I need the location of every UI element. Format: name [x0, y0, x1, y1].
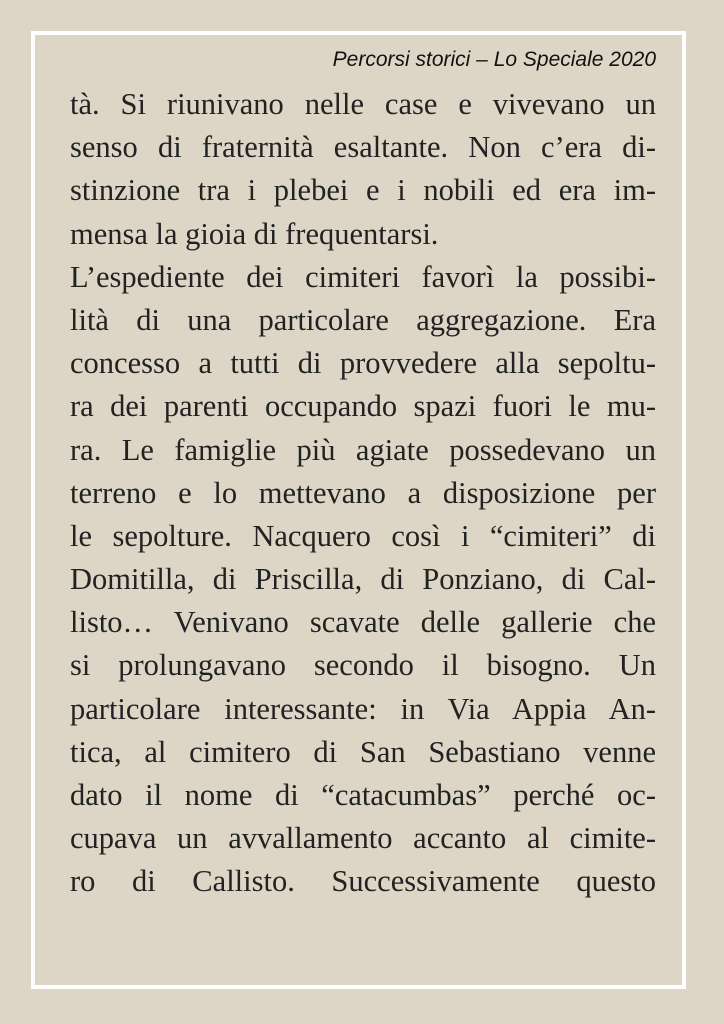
- text-line: ra dei parenti occupando spazi fuori le mu-: [70, 389, 656, 424]
- text-line: particolare interessante: in Via Appia An-: [70, 691, 656, 726]
- text-line: terreno e lo mettevano a disposizione per: [70, 475, 656, 510]
- text-line: listo… Venivano scavate delle gallerie che: [70, 605, 656, 640]
- text-line: tica, al cimitero di San Sebastiano venne: [70, 734, 656, 769]
- text-line: dato il nome di “catacumbas” perché oc-: [70, 778, 656, 812]
- text-line: lità di una particolare aggregazione. Era: [70, 302, 656, 337]
- text-line: L’espediente dei cimiteri favorì la possibi-: [70, 259, 656, 294]
- text-line: tà. Si riunivano nelle case e vivevano un: [70, 87, 656, 121]
- text-line: cupava un avvallamento accanto al cimite-: [70, 821, 656, 856]
- text-line: ra. Le famiglie più agiate possedevano un: [70, 432, 656, 467]
- text-line: ro di Callisto. Successivamente questo: [70, 864, 656, 899]
- text-line: mensa la gioia di frequentarsi.: [70, 216, 439, 251]
- body-text: [70, 83, 656, 904]
- running-header: Percorsi storici – Lo Speciale 2020: [332, 48, 656, 71]
- text-line: stinzione tra i plebei e i nobili ed era im-: [70, 173, 656, 208]
- text-line: senso di fraternità esaltante. Non c’era di-: [70, 130, 656, 165]
- text-line: concesso a tutti di provvedere alla sepoltu-: [70, 346, 656, 381]
- text-line: Domitilla, di Priscilla, di Ponziano, di Cal-: [70, 562, 656, 597]
- text-line: si prolungavano secondo il bisogno. Un: [70, 648, 656, 683]
- text-line: le sepolture. Nacquero così i “cimiteri” di: [70, 518, 656, 553]
